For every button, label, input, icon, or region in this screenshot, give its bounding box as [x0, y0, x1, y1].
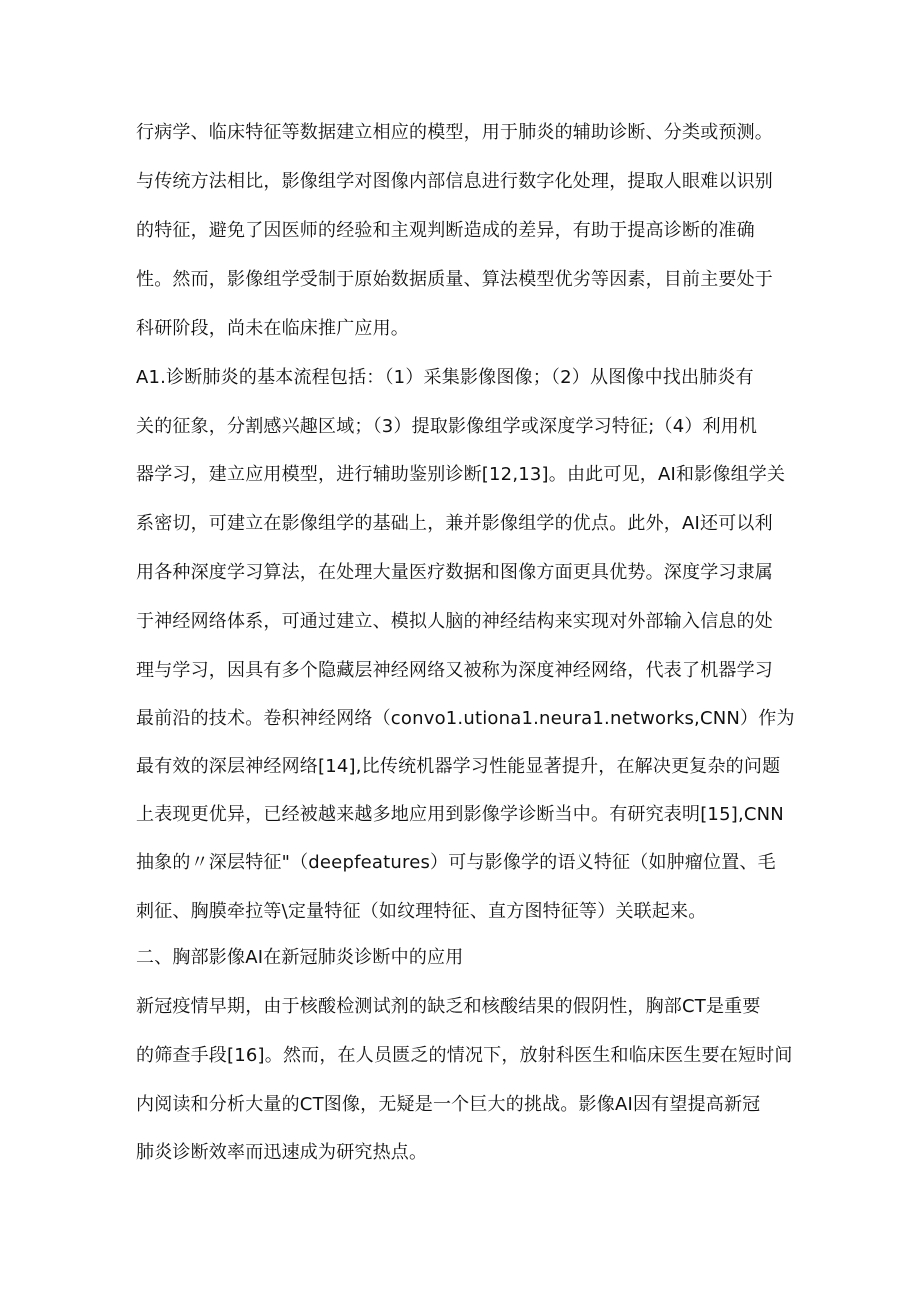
text-line: 新冠疫情早期，由于核酸检测试剂的缺乏和核酸结果的假阴性，胸部CT是重要 — [136, 996, 761, 1017]
text-line: 的筛查手段[16]。然而，在人员匮乏的情况下，放射科医生和临床医生要在短时间 — [136, 1045, 793, 1066]
text-line: 最前沿的技术。卷积神经网络（convo1.utiona1.neura1.networks,CNN）作为 — [136, 708, 795, 729]
text-line: 理与学习，因具有多个隐藏层神经网络又被称为深度神经网络，代表了机器学习 — [136, 660, 773, 681]
text-line: 关的征象，分割感兴趣区域；（3）提取影像组学或深度学习特征;（4）利用机 — [136, 416, 758, 437]
text-line: 刺征、胸膜牵拉等\定量特征（如纹理特征、直方图特征等）关联起来。 — [136, 901, 707, 922]
section-heading: 二、胸部影像AI在新冠肺炎诊断中的应用 — [136, 947, 464, 968]
text-line: 于神经网络体系，可通过建立、模拟人脑的神经结构来实现对外部输入信息的处 — [136, 611, 773, 632]
text-line: 肺炎诊断效率而迅速成为研究热点。 — [136, 1142, 428, 1163]
text-line: 的特征，避免了因医师的经验和主观判断造成的差异，有助于提高诊断的准确 — [136, 220, 755, 241]
text-line: 科研阶段，尚未在临床推广应用。 — [136, 318, 409, 339]
text-line: 用各种深度学习算法，在处理大量医疗数据和图像方面更具优势。深度学习隶属 — [136, 562, 773, 583]
text-line: 抽象的〃深层特征"（deepfeatures）可与影像学的语义特征（如肿瘤位置、毛 — [136, 852, 776, 873]
text-line: 最有效的深层神经网络[14],比传统机器学习性能显著提升，在解决更复杂的问题 — [136, 756, 781, 777]
text-line: 内阅读和分析大量的CT图像，无疑是一个巨大的挑战。影像AI因有望提高新冠 — [136, 1094, 761, 1115]
text-line: 系密切，可建立在影像组学的基础上，兼并影像组学的优点。此外，AI还可以利 — [136, 513, 773, 534]
text-line: 器学习，建立应用模型，进行辅助鉴别诊断[12,13]。由此可见，AI和影像组学关 — [136, 464, 786, 485]
text-line: 上表现更优异，已经被越来越多地应用到影像学诊断当中。有研究表明[15],CNN — [136, 804, 784, 825]
text-line: 行病学、临床特征等数据建立相应的模型，用于肺炎的辅助诊断、分类或预测。 — [136, 122, 773, 143]
text-line: A1.诊断肺炎的基本流程包括：（1）采集影像图像；（2）从图像中找出肺炎有 — [136, 367, 754, 388]
text-line: 与传统方法相比，影像组学对图像内部信息进行数字化处理，提取人眼难以识别 — [136, 171, 773, 192]
text-line: 性。然而，影像组学受制于原始数据质量、算法模型优劣等因素，目前主要处于 — [136, 269, 773, 290]
